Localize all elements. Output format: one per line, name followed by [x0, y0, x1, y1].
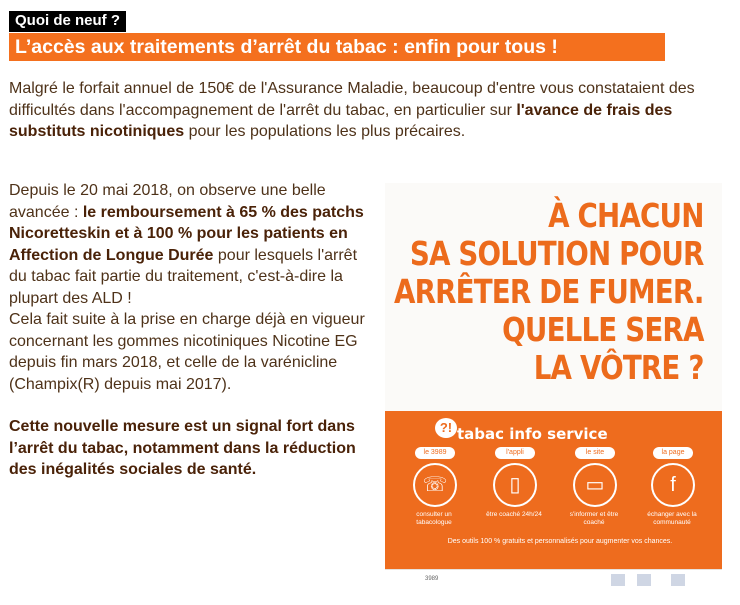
section-kicker: Quoi de neuf ?	[9, 11, 126, 32]
body-conclusion	[9, 416, 369, 481]
slogan-line: LA VÔTRE ?	[534, 348, 704, 387]
campaign-poster	[385, 183, 722, 589]
intro-bold: l'avance de frais des substituts nicotiniques	[9, 101, 673, 140]
channel-caption: s'informer et être coaché	[569, 511, 619, 526]
slogan-line: SA SOLUTION POUR	[410, 234, 704, 273]
computer-icon: ▭	[573, 463, 617, 507]
poster-slogan	[394, 197, 704, 387]
article-headline: L’accès aux traitements d’arrêt du tabac : enfin pour tous !	[9, 33, 665, 61]
body-paragraph-2: Cela fait suite à la prise en charge déjà en vigueur concernant les gommes nicotiniques Nicotine EG depuis fin mars 2018, et celle de la varénicline (Champix(R) depuis mai 2017).	[9, 311, 365, 393]
slogan-line: ARRÊTER DE FUMER.	[394, 272, 704, 311]
slogan-line: À CHACUN	[548, 196, 704, 235]
smartphone-icon: ▯	[493, 463, 537, 507]
intro-text: Malgré le forfait annuel de 150€ de l'Assurance Maladie, beaucoup d'entre vous constataient des difficultés dans l'accompagnement de l'arrêt du tabac, en particulier sur	[9, 80, 695, 119]
assurance-maladie-logo-icon	[637, 574, 651, 586]
body-bold: le remboursement à 65 % des patchs Nicoretteskin et à 100 % pour les patients en Affection de Longue Durée	[9, 203, 364, 264]
channel-caption: être coaché 24h/24	[486, 511, 542, 518]
channel-caption: échanger avec la communauté	[647, 511, 697, 526]
intro-paragraph	[9, 78, 731, 143]
channel-tag: l'appli	[495, 447, 535, 459]
brand-name: tabac info service	[457, 425, 608, 443]
poster-tagline: Des outils 100 % gratuits et personnalisés pour augmenter vos chances.	[447, 538, 673, 545]
republique-logo-icon	[611, 574, 625, 586]
poster-header	[385, 183, 722, 411]
poster-band	[385, 411, 722, 569]
sante-publique-logo-icon	[671, 574, 685, 586]
body-paragraph-1	[9, 180, 369, 309]
channel-tag: le site	[575, 447, 615, 459]
channel-caption: consulter un tabacologue	[416, 511, 452, 526]
speech-bubble-icon: ?!	[435, 418, 457, 438]
body-text: Depuis le 20 mai 2018, on observe une belle avancée :	[9, 182, 326, 221]
channel-tag: la page	[653, 447, 693, 459]
phone-icon: ☏	[413, 463, 457, 507]
body-column	[9, 180, 369, 481]
intro-text-end: pour les populations les plus précaires.	[184, 123, 466, 140]
slogan-line: QUELLE SERA	[502, 310, 704, 349]
body-text-end: pour lesquels l'arrêt du tabac fait partie du traitement, c'est-à-dire la plupart des ALD !	[9, 246, 358, 307]
facebook-icon: f	[651, 463, 695, 507]
conclusion-bold: Cette nouvelle mesure est un signal fort dans l’arrêt du tabac, notamment dans la réduction des inégalités sociales de santé.	[9, 418, 356, 478]
channel-tag: le 3989	[415, 447, 455, 459]
footer-number: 3989	[425, 576, 439, 582]
poster-footer	[385, 569, 722, 589]
